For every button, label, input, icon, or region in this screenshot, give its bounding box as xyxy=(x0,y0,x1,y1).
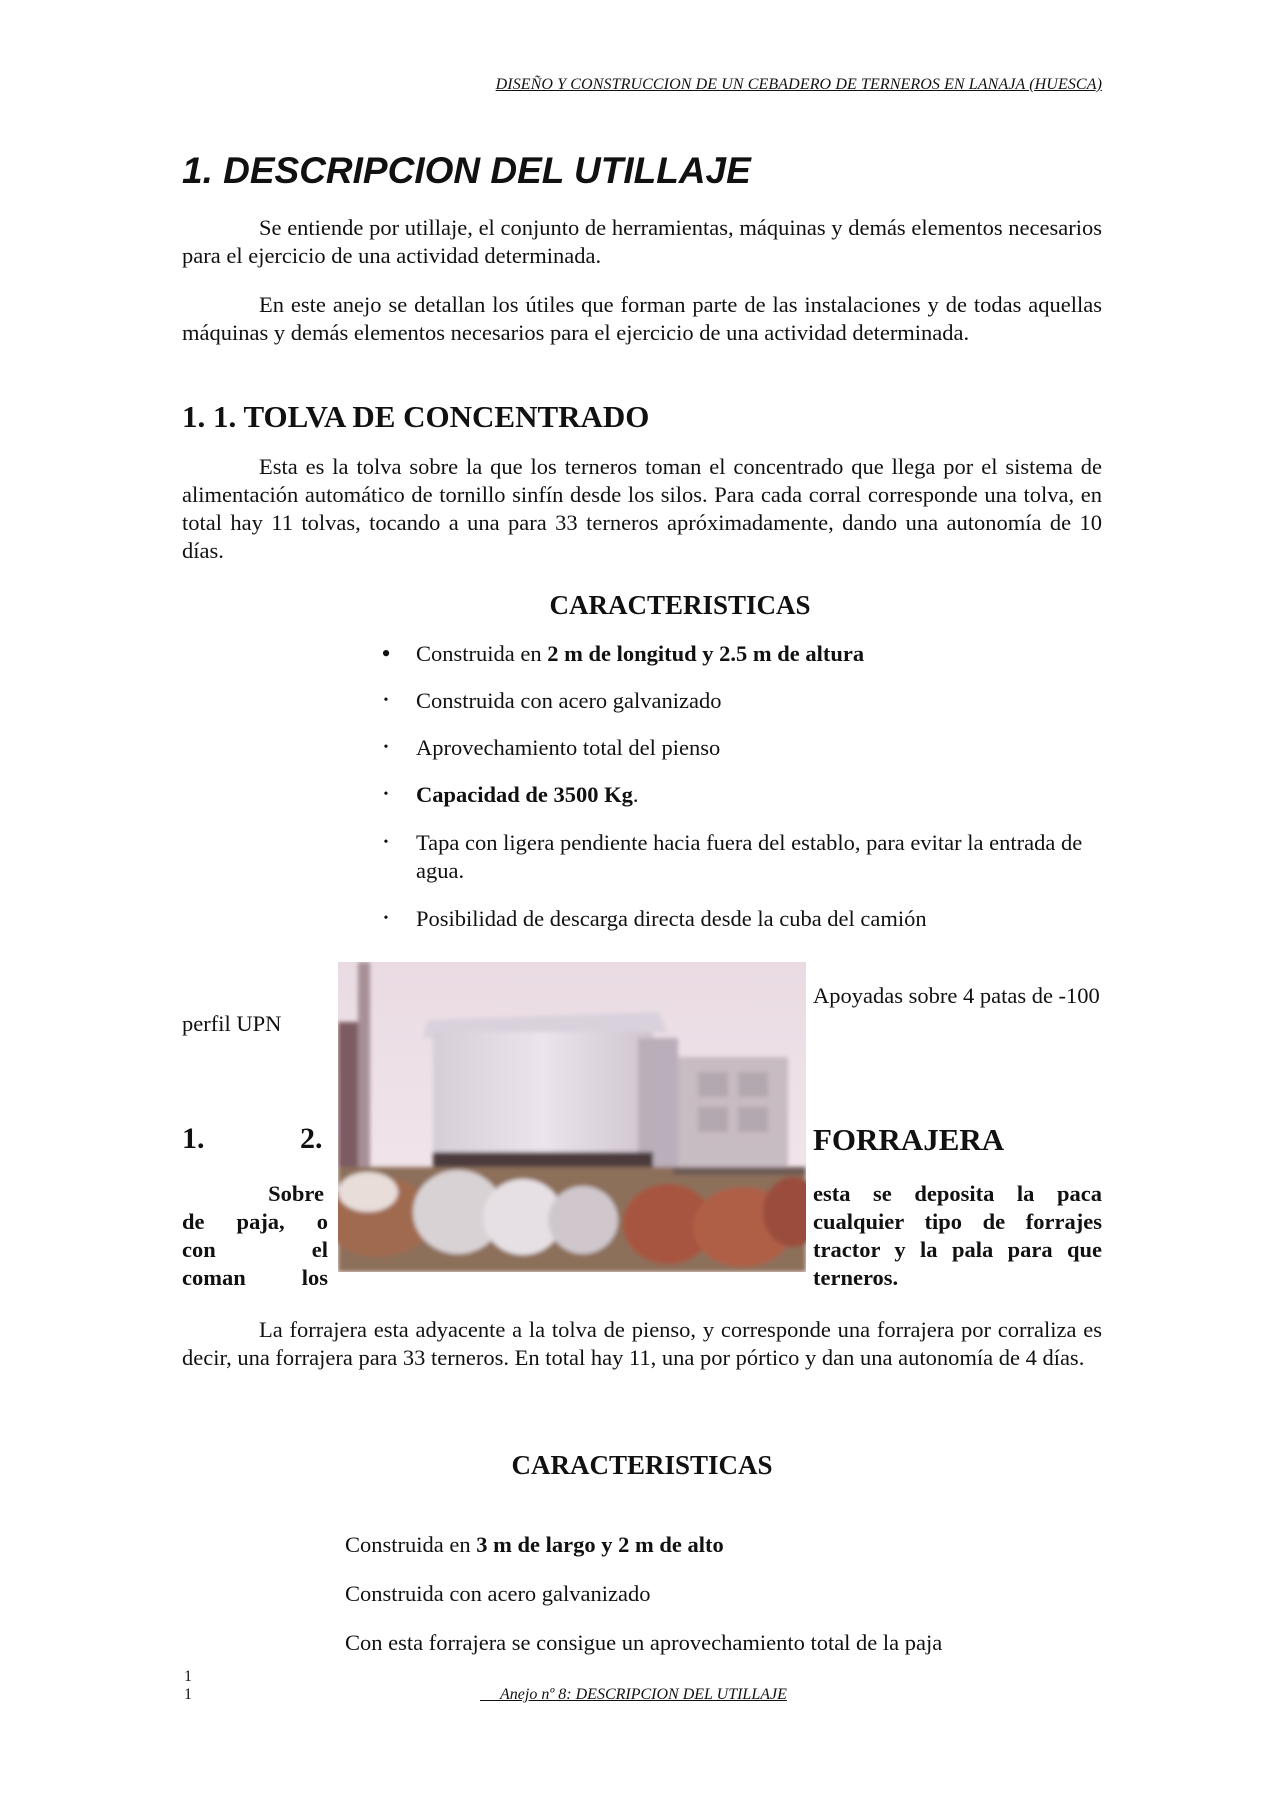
bullet-icon: • xyxy=(383,740,389,755)
list-item: • Aprovechamiento total del pienso xyxy=(372,734,1102,762)
tolva-features-list xyxy=(372,640,1102,933)
page-number-b: 1 xyxy=(184,1686,192,1703)
subsection-title-forrajera: FORRAJERA xyxy=(813,1122,1005,1157)
tolva-support-text: Apoyadas sobre 4 patas de -100 xyxy=(813,983,1100,1008)
subsection-number-b: 2. xyxy=(300,1122,323,1155)
forrajera-paragraph: La forrajera esta adyacente a la tolva de pienso, y corresponde una forrajera por corraliza es decir, una forrajera para 33 terneros. En total hay 11, una por pórtico y dan una autonomía de 4 días. xyxy=(182,1317,1102,1370)
forrajera-feature-1: Construida en 3 m de largo y 2 m de alto xyxy=(345,1532,724,1557)
intro-paragraph-1: Se entiende por utillaje, el conjunto de herramientas, máquinas y demás elementos necesarios para el ejercicio de una actividad determinada. xyxy=(182,215,1102,268)
bullet-icon: • xyxy=(383,911,389,926)
bullet-icon: • xyxy=(381,639,391,668)
list-item: • Construida con acero galvanizado xyxy=(372,687,1102,715)
forrajera-feature-2: Construida con acero galvanizado xyxy=(345,1581,651,1606)
subsection-number-a: 1. xyxy=(182,1122,205,1155)
list-item: • Posibilidad de descarga directa desde la cuba del camión xyxy=(372,905,1102,933)
forrajera-right-column: esta se deposita la paca cualquier tipo de forrajes tractor y la pala para que terneros. xyxy=(813,1181,1102,1290)
bullet-icon: • xyxy=(383,693,389,708)
forrajera-feature-3: Con esta forrajera se consigue un aprovechamiento total de la paja xyxy=(345,1630,943,1655)
page-number-a: 1 xyxy=(184,1668,192,1685)
feeder-hopper-photo xyxy=(338,962,806,1272)
tolva-paragraph: Esta es la tolva sobre la que los terneros toman el concentrado que llega por el sistema de alimentación automático de tornillo sinfín desde los silos. Para cada corral corresponde una tolva, en total hay 11 tolvas, tocando a una para 33 terneros apróximadamente, dando una autonomía de 10 días. xyxy=(182,454,1102,563)
caracteristicas-title-2: CARACTERISTICAS xyxy=(511,1450,773,1480)
subsection-title-tolva: 1. 1. TOLVA DE CONCENTRADO xyxy=(182,399,650,434)
tolva-profile-text: perfil UPN xyxy=(182,1011,282,1036)
list-item: • Construida en 2 m de longitud y 2.5 m de altura xyxy=(372,640,1102,668)
running-header: DISEÑO Y CONSTRUCCION DE UN CEBADERO DE TERNEROS EN LANAJA (HUESCA) xyxy=(495,76,1102,93)
forrajera-left-column: Sobre de paja, o con el coman los xyxy=(182,1181,328,1290)
section-title: 1. DESCRIPCION DEL UTILLAJE xyxy=(182,150,751,191)
list-item: • Tapa con ligera pendiente hacia fuera del establo, para evitar la entrada de agua. xyxy=(372,829,1102,885)
intro-paragraph-2: En este anejo se detallan los útiles que forman parte de las instalaciones y de todas aquellas máquinas y demás elementos necesarios para el ejercicio de una actividad determinada. xyxy=(182,292,1102,345)
caracteristicas-title-1: CARACTERISTICAS xyxy=(549,590,811,620)
bullet-icon: • xyxy=(383,787,389,802)
footer-title: Anejo nº 8: DESCRIPCION DEL UTILLAJE xyxy=(500,1686,787,1703)
bullet-icon: • xyxy=(383,835,389,850)
list-item: • Capacidad de 3500 Kg. xyxy=(372,781,1102,809)
